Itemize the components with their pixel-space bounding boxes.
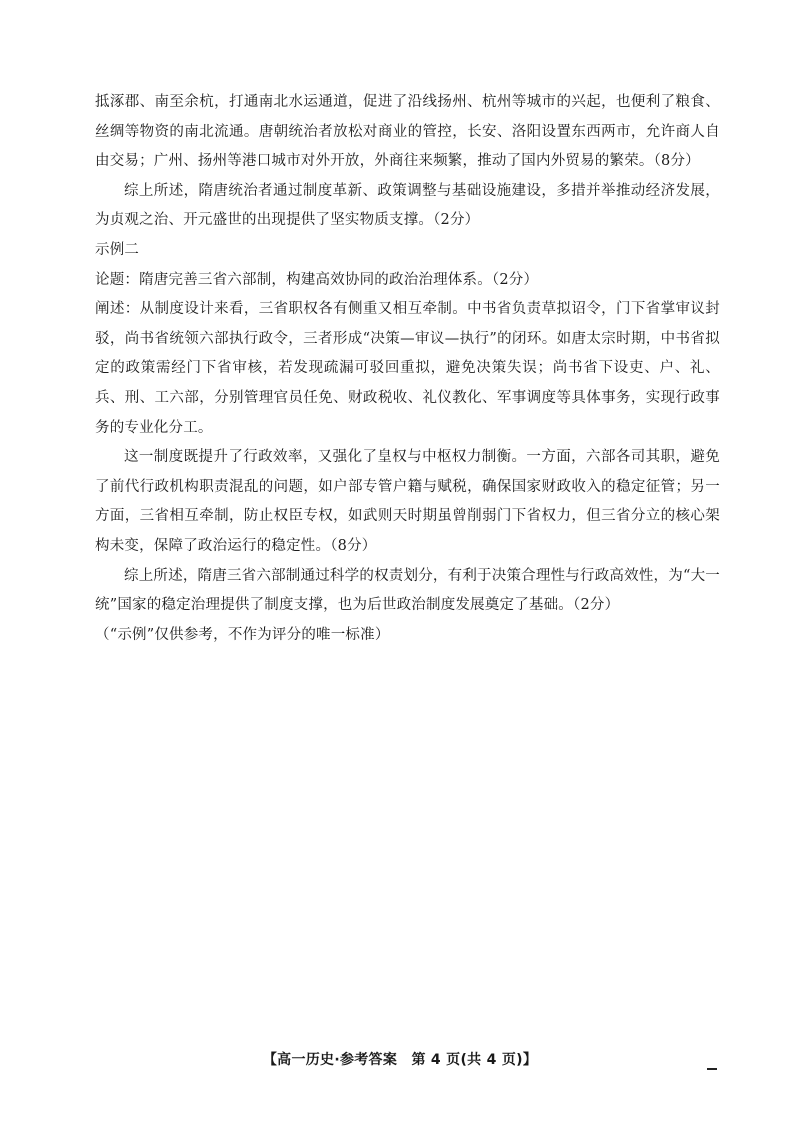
paragraph-economy-summary: 综上所述，隋唐统治者通过制度革新、政策调整与基础设施建设，多措并举推动经济发展，为贞观之治、开元盛世的出现提供了坚实物质支撑。（2分） [95, 182, 720, 229]
corner-mark [707, 1068, 717, 1070]
efficiency-paragraph: 这一制度既提升了行政效率，又强化了皇权与中枢权力制衡。一方面，六部各司其职，避免了前代行政机构职责混乱的问题，如户部专管户籍与赋税，确保国家财政收入的稳定征管；另一方面，三省相互牵制，防止权臣专权，如武则天时期虽曾削弱门下省权力，但三省分立的核心架构未变，保障了政治运行的稳定性。（8分） [95, 449, 720, 554]
answer-body [95, 88, 720, 650]
elaboration-paragraph: 阐述：从制度设计来看，三省职权各有侧重又相互牵制。中书省负责草拟诏令，门下省掌审议封驳，尚书省统领六部执行政令，三者形成“决策—审议—执行”的闭环。如唐太宗时期，中书省拟定的政策需经门下省审核，若发现疏漏可驳回重拟，避免决策失误；尚书省下设吏、户、礼、兵、刑、工六部，分别管理官员任免、财政税收、礼仪教化、军事调度等具体事务，实现行政事务的专业化分工。 [95, 301, 720, 436]
paragraph-economy-continued: 抵涿郡、南至余杭，打通南北水运通道，促进了沿线扬州、杭州等城市的兴起，也便利了粮食、丝绸等物资的南北流通。唐朝统治者放松对商业的管控，长安、洛阳设置东西两市，允许商人自由交易；广州、扬州等港口城市对外开放，外商往来频繁，推动了国内外贸易的繁荣。（8分） [95, 94, 720, 170]
political-summary-paragraph: 综上所述，隋唐三省六部制通过科学的权责划分，有利于决策合理性与行政高效性，为“大一统”国家的稳定治理提供了制度支撑，也为后世政治制度发展奠定了基础。（2分） [95, 567, 720, 614]
page-footer: 【高一历史·参考答案 第 4 页(共 4 页)】 [262, 1052, 538, 1068]
example-two-heading: 示例二 [95, 241, 140, 258]
reference-note: （“示例”仅供参考，不作为评分的唯一标准） [95, 626, 390, 643]
thesis-statement: 论题：隋唐完善三省六部制，构建高效协同的政治治理体系。（2分） [95, 271, 539, 288]
